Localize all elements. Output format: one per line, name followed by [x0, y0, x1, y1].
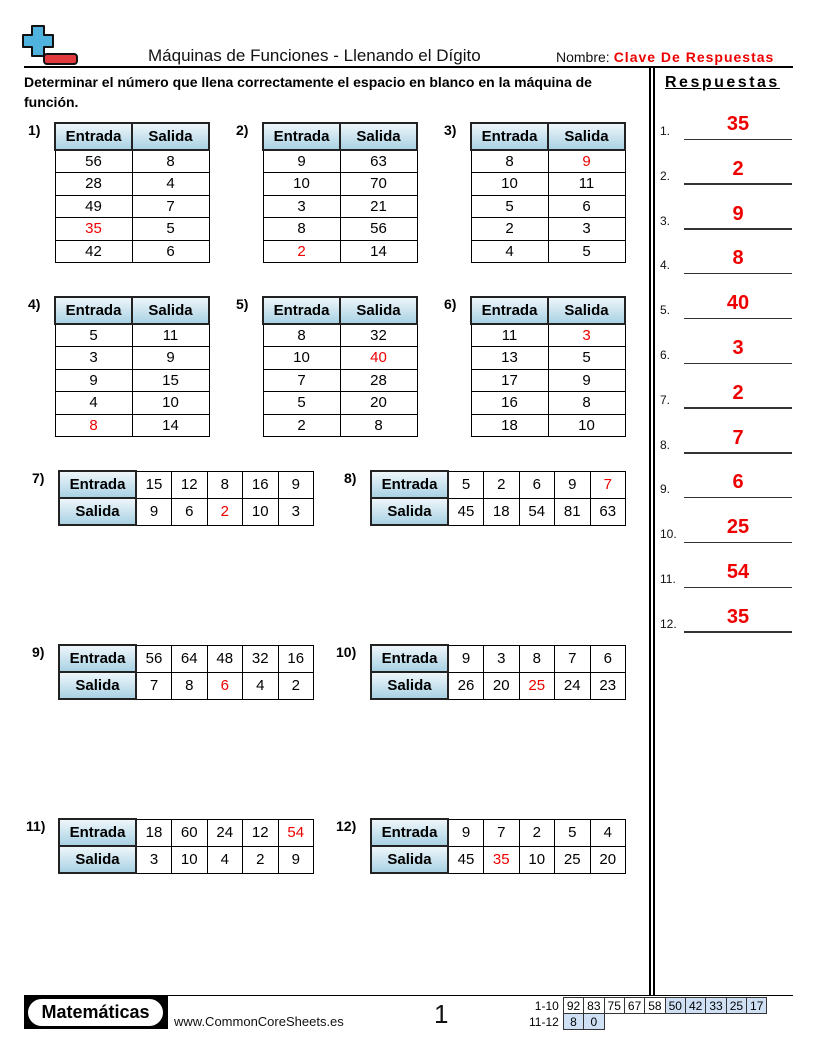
answer-line [684, 587, 792, 589]
salida-header: Salida [59, 846, 136, 873]
answer-cell: 2 [207, 498, 243, 525]
answer-number: 10. [660, 527, 677, 542]
answer-line [684, 363, 792, 365]
answer-value: 7 [732, 426, 744, 449]
value-cell: 48 [207, 645, 243, 672]
entrada-header: Entrada [59, 645, 136, 672]
score-cell: 17 [747, 998, 767, 1014]
table-row [471, 195, 625, 218]
answer-number: 7. [660, 392, 671, 407]
value-cell: 23 [590, 672, 626, 699]
value-cell: 18 [484, 498, 520, 525]
value-cell: 15 [136, 471, 172, 498]
function-table-horizontal [370, 470, 626, 526]
value-cell: 70 [340, 173, 417, 196]
answer-item [660, 279, 795, 319]
table-row [263, 392, 417, 415]
score-row [526, 998, 767, 1014]
value-cell: 28 [55, 173, 132, 196]
value-cell: 32 [243, 645, 279, 672]
answer-line [684, 407, 792, 409]
answer-number: 3. [660, 213, 671, 228]
value-cell: 11 [132, 324, 209, 347]
value-cell: 13 [471, 347, 548, 370]
problem-number: 10) [336, 644, 357, 660]
answer-number: 11. [660, 572, 676, 586]
entrada-header: Entrada [55, 123, 132, 150]
salida-header: Salida [548, 297, 625, 324]
answer-item [660, 234, 795, 274]
value-cell: 15 [132, 369, 209, 392]
instructions: Determinar el número que llena correctamente el espacio en blanco en la máquina de función. [24, 74, 592, 110]
answer-cell: 8 [55, 414, 132, 437]
table-row [55, 218, 209, 241]
value-cell: 10 [519, 846, 555, 873]
value-cell: 5 [471, 195, 548, 218]
table-row [55, 369, 209, 392]
value-cell: 18 [471, 414, 548, 437]
answer-value: 6 [732, 471, 744, 494]
salida-header: Salida [371, 672, 448, 699]
function-table-vertical [262, 296, 418, 437]
table-row [263, 150, 417, 173]
value-cell: 49 [55, 195, 132, 218]
value-cell: 5 [448, 471, 484, 498]
salida-header: Salida [548, 123, 625, 150]
function-table-horizontal [58, 470, 314, 526]
function-table-horizontal [370, 644, 626, 700]
function-table-vertical [262, 122, 418, 263]
value-cell: 45 [448, 498, 484, 525]
output-row [371, 672, 626, 699]
function-table-vertical [470, 122, 626, 263]
answer-line [684, 318, 792, 320]
value-cell: 5 [263, 392, 340, 415]
value-cell: 10 [471, 173, 548, 196]
answer-value: 8 [732, 247, 744, 270]
table-row [263, 240, 417, 263]
answer-value: 35 [726, 605, 750, 628]
value-cell: 2 [278, 672, 314, 699]
output-row [59, 498, 314, 525]
value-cell: 7 [263, 369, 340, 392]
value-cell: 25 [555, 846, 591, 873]
answer-number: 8. [660, 437, 671, 452]
table-row [471, 369, 625, 392]
answer-item [660, 369, 795, 409]
score-cell: 58 [645, 998, 665, 1014]
input-row [59, 645, 314, 672]
value-cell: 5 [548, 347, 625, 370]
score-table [526, 997, 767, 1030]
answer-column-divider [649, 68, 655, 996]
value-cell: 4 [471, 240, 548, 263]
value-cell: 42 [55, 240, 132, 263]
value-cell: 14 [132, 414, 209, 437]
answers-title: Respuestas [665, 74, 780, 91]
answer-line [684, 452, 792, 454]
value-cell: 45 [448, 846, 484, 873]
value-cell: 8 [471, 150, 548, 173]
value-cell: 56 [55, 150, 132, 173]
value-cell: 63 [590, 498, 626, 525]
entrada-header: Entrada [371, 471, 448, 498]
worksheet-title: Máquinas de Funciones - Llenando el Dígito [148, 46, 481, 65]
answer-cell: 6 [207, 672, 243, 699]
answer-item [660, 414, 795, 454]
value-cell: 8 [340, 414, 417, 437]
value-cell: 12 [243, 819, 279, 846]
value-cell: 56 [136, 645, 172, 672]
input-row [59, 819, 314, 846]
input-row [371, 819, 626, 846]
entrada-header: Entrada [59, 471, 136, 498]
table-row [55, 195, 209, 218]
value-cell: 4 [207, 846, 243, 873]
function-table-vertical [470, 296, 626, 437]
value-cell: 2 [471, 218, 548, 241]
value-cell: 9 [448, 819, 484, 846]
value-cell: 6 [132, 240, 209, 263]
site-url: www.CommonCoreSheets.es [174, 1014, 344, 1029]
answer-value: 2 [732, 381, 744, 404]
table-row [471, 218, 625, 241]
table-row [263, 369, 417, 392]
answer-value: 3 [732, 337, 744, 359]
table-row [471, 414, 625, 437]
table-row [471, 347, 625, 370]
problem-number: 6) [444, 296, 457, 312]
score-row [526, 1014, 767, 1030]
value-cell: 20 [484, 672, 520, 699]
output-row [59, 672, 314, 699]
value-cell: 10 [263, 173, 340, 196]
value-cell: 32 [340, 324, 417, 347]
output-row [59, 846, 314, 873]
value-cell: 17 [471, 369, 548, 392]
problem-number: 5) [236, 296, 249, 312]
value-cell: 8 [519, 645, 555, 672]
salida-header: Salida [59, 672, 136, 699]
score-range-label: 11-12 [529, 1014, 559, 1029]
problem-number: 12) [336, 818, 357, 834]
value-cell: 10 [132, 392, 209, 415]
answer-item [660, 503, 795, 543]
table-row [55, 150, 209, 173]
input-row [59, 471, 314, 498]
score-cell: 67 [624, 998, 644, 1014]
value-cell: 10 [243, 498, 279, 525]
value-cell: 11 [471, 324, 548, 347]
value-cell: 2 [484, 471, 520, 498]
table-row [263, 173, 417, 196]
table-row [471, 150, 625, 173]
answer-line [684, 273, 792, 275]
value-cell: 9 [448, 645, 484, 672]
value-cell: 63 [340, 150, 417, 173]
answer-value: 9 [732, 202, 744, 225]
problem-number: 1) [28, 122, 41, 138]
name-label: Nombre: [556, 49, 610, 65]
value-cell: 60 [172, 819, 208, 846]
answer-number: 5. [660, 303, 671, 318]
table-row [263, 414, 417, 437]
answer-item [660, 458, 795, 498]
value-cell: 5 [555, 819, 591, 846]
header-rule [24, 66, 793, 68]
answer-item [660, 593, 795, 633]
entrada-header: Entrada [263, 123, 340, 150]
table-row [55, 324, 209, 347]
value-cell: 2 [243, 846, 279, 873]
score-cell: 50 [665, 998, 685, 1014]
score-cell: 33 [706, 998, 726, 1014]
value-cell: 9 [263, 150, 340, 173]
output-row [371, 498, 626, 525]
entrada-header: Entrada [263, 297, 340, 324]
salida-header: Salida [340, 123, 417, 150]
answer-item [660, 190, 795, 230]
answer-cell: 25 [519, 672, 555, 699]
value-cell: 3 [55, 347, 132, 370]
plus-minus-logo-icon [22, 24, 80, 66]
table-row [55, 392, 209, 415]
value-cell: 9 [555, 471, 591, 498]
function-table-horizontal [58, 644, 314, 700]
value-cell: 8 [172, 672, 208, 699]
answer-item [660, 145, 795, 185]
value-cell: 6 [590, 645, 626, 672]
value-cell: 28 [340, 369, 417, 392]
salida-header: Salida [371, 498, 448, 525]
value-cell: 24 [555, 672, 591, 699]
value-cell: 9 [278, 846, 314, 873]
value-cell: 8 [132, 150, 209, 173]
answer-number: 4. [660, 258, 671, 273]
entrada-header: Entrada [371, 645, 448, 672]
value-cell: 4 [55, 392, 132, 415]
name-value: Clave De Respuestas [613, 49, 775, 65]
value-cell: 26 [448, 672, 484, 699]
brand-label: Matemáticas [28, 999, 163, 1026]
value-cell: 8 [263, 324, 340, 347]
value-cell: 21 [340, 195, 417, 218]
value-cell: 6 [519, 471, 555, 498]
problem-number: 7) [32, 470, 45, 486]
answer-cell: 35 [484, 846, 520, 873]
salida-header: Salida [340, 297, 417, 324]
value-cell: 10 [263, 347, 340, 370]
answer-number: 9. [660, 482, 671, 497]
salida-header: Salida [132, 123, 209, 150]
value-cell: 5 [132, 218, 209, 241]
value-cell: 3 [548, 218, 625, 241]
answer-value: 54 [726, 561, 750, 583]
output-row [371, 846, 626, 873]
answer-line [684, 631, 792, 633]
value-cell: 9 [55, 369, 132, 392]
answer-cell: 35 [55, 218, 132, 241]
value-cell: 7 [484, 819, 520, 846]
value-cell: 24 [207, 819, 243, 846]
problem-number: 3) [444, 122, 457, 138]
table-row [55, 240, 209, 263]
answer-cell: 54 [278, 819, 314, 846]
entrada-header: Entrada [471, 123, 548, 150]
table-row [471, 173, 625, 196]
problem-number: 9) [32, 644, 45, 660]
value-cell: 16 [278, 645, 314, 672]
value-cell: 54 [519, 498, 555, 525]
table-row [55, 414, 209, 437]
table-row [471, 392, 625, 415]
value-cell: 20 [590, 846, 626, 873]
table-row [55, 173, 209, 196]
value-cell: 3 [136, 846, 172, 873]
answer-line [684, 228, 792, 230]
salida-header: Salida [132, 297, 209, 324]
entrada-header: Entrada [59, 819, 136, 846]
problem-number: 11) [26, 818, 46, 834]
value-cell: 10 [172, 846, 208, 873]
table-row [263, 218, 417, 241]
entrada-header: Entrada [371, 819, 448, 846]
value-cell: 56 [340, 218, 417, 241]
table-row [263, 195, 417, 218]
value-cell: 6 [548, 195, 625, 218]
value-cell: 9 [278, 471, 314, 498]
answer-value: 35 [726, 113, 750, 135]
answer-line [684, 183, 792, 185]
value-cell: 7 [136, 672, 172, 699]
value-cell: 20 [340, 392, 417, 415]
function-table-vertical [54, 296, 210, 437]
input-row [371, 471, 626, 498]
answer-item [660, 324, 795, 364]
answer-cell: 7 [590, 471, 626, 498]
function-table-horizontal [58, 818, 314, 874]
answer-line [684, 139, 792, 141]
answer-value: 40 [726, 292, 750, 315]
value-cell: 4 [132, 173, 209, 196]
table-row [263, 324, 417, 347]
entrada-header: Entrada [55, 297, 132, 324]
value-cell: 14 [340, 240, 417, 263]
value-cell: 2 [263, 414, 340, 437]
value-cell: 3 [484, 645, 520, 672]
answer-number: 2. [660, 168, 671, 183]
table-row [263, 347, 417, 370]
score-cell: 25 [726, 998, 746, 1014]
value-cell: 8 [548, 392, 625, 415]
score-range-label: 1-10 [534, 998, 559, 1013]
answer-number: 6. [660, 348, 671, 362]
answer-line [684, 542, 792, 544]
value-cell: 4 [243, 672, 279, 699]
value-cell: 9 [136, 498, 172, 525]
answer-value: 2 [732, 157, 744, 180]
entrada-header: Entrada [471, 297, 548, 324]
value-cell: 64 [172, 645, 208, 672]
value-cell: 4 [590, 819, 626, 846]
score-cell: 42 [685, 998, 705, 1014]
name-field [556, 49, 774, 65]
page-number: 1 [434, 999, 449, 1029]
table-row [471, 324, 625, 347]
salida-header: Salida [59, 498, 136, 525]
value-cell: 10 [548, 414, 625, 437]
answer-item [660, 100, 795, 140]
problem-number: 4) [28, 296, 41, 312]
value-cell: 7 [132, 195, 209, 218]
value-cell: 16 [243, 471, 279, 498]
value-cell: 8 [207, 471, 243, 498]
salida-header: Salida [371, 846, 448, 873]
value-cell: 9 [548, 369, 625, 392]
table-row [55, 347, 209, 370]
answer-item [660, 548, 795, 588]
value-cell: 2 [519, 819, 555, 846]
answer-line [684, 497, 792, 499]
table-row [471, 240, 625, 263]
value-cell: 6 [172, 498, 208, 525]
brand-badge [24, 996, 168, 1029]
answer-cell: 3 [548, 324, 625, 347]
value-cell: 5 [55, 324, 132, 347]
value-cell: 3 [263, 195, 340, 218]
score-cell: 8 [563, 1014, 583, 1030]
input-row [371, 645, 626, 672]
score-cell: 83 [584, 998, 604, 1014]
value-cell: 11 [548, 173, 625, 196]
value-cell: 5 [548, 240, 625, 263]
value-cell: 8 [263, 218, 340, 241]
problem-number: 2) [236, 122, 249, 138]
value-cell: 3 [278, 498, 314, 525]
score-cell: 92 [563, 998, 583, 1014]
score-cell: 75 [604, 998, 624, 1014]
answer-number: 1. [660, 124, 671, 138]
score-cell: 0 [584, 1014, 604, 1030]
function-table-vertical [54, 122, 210, 263]
answer-cell: 40 [340, 347, 417, 370]
problem-number: 8) [344, 470, 357, 486]
answer-value: 25 [726, 516, 750, 539]
value-cell: 81 [555, 498, 591, 525]
value-cell: 7 [555, 645, 591, 672]
answer-number: 12. [660, 616, 677, 631]
answer-cell: 9 [548, 150, 625, 173]
function-table-horizontal [370, 818, 626, 874]
value-cell: 9 [132, 347, 209, 370]
value-cell: 16 [471, 392, 548, 415]
value-cell: 12 [172, 471, 208, 498]
value-cell: 18 [136, 819, 172, 846]
answer-cell: 2 [263, 240, 340, 263]
